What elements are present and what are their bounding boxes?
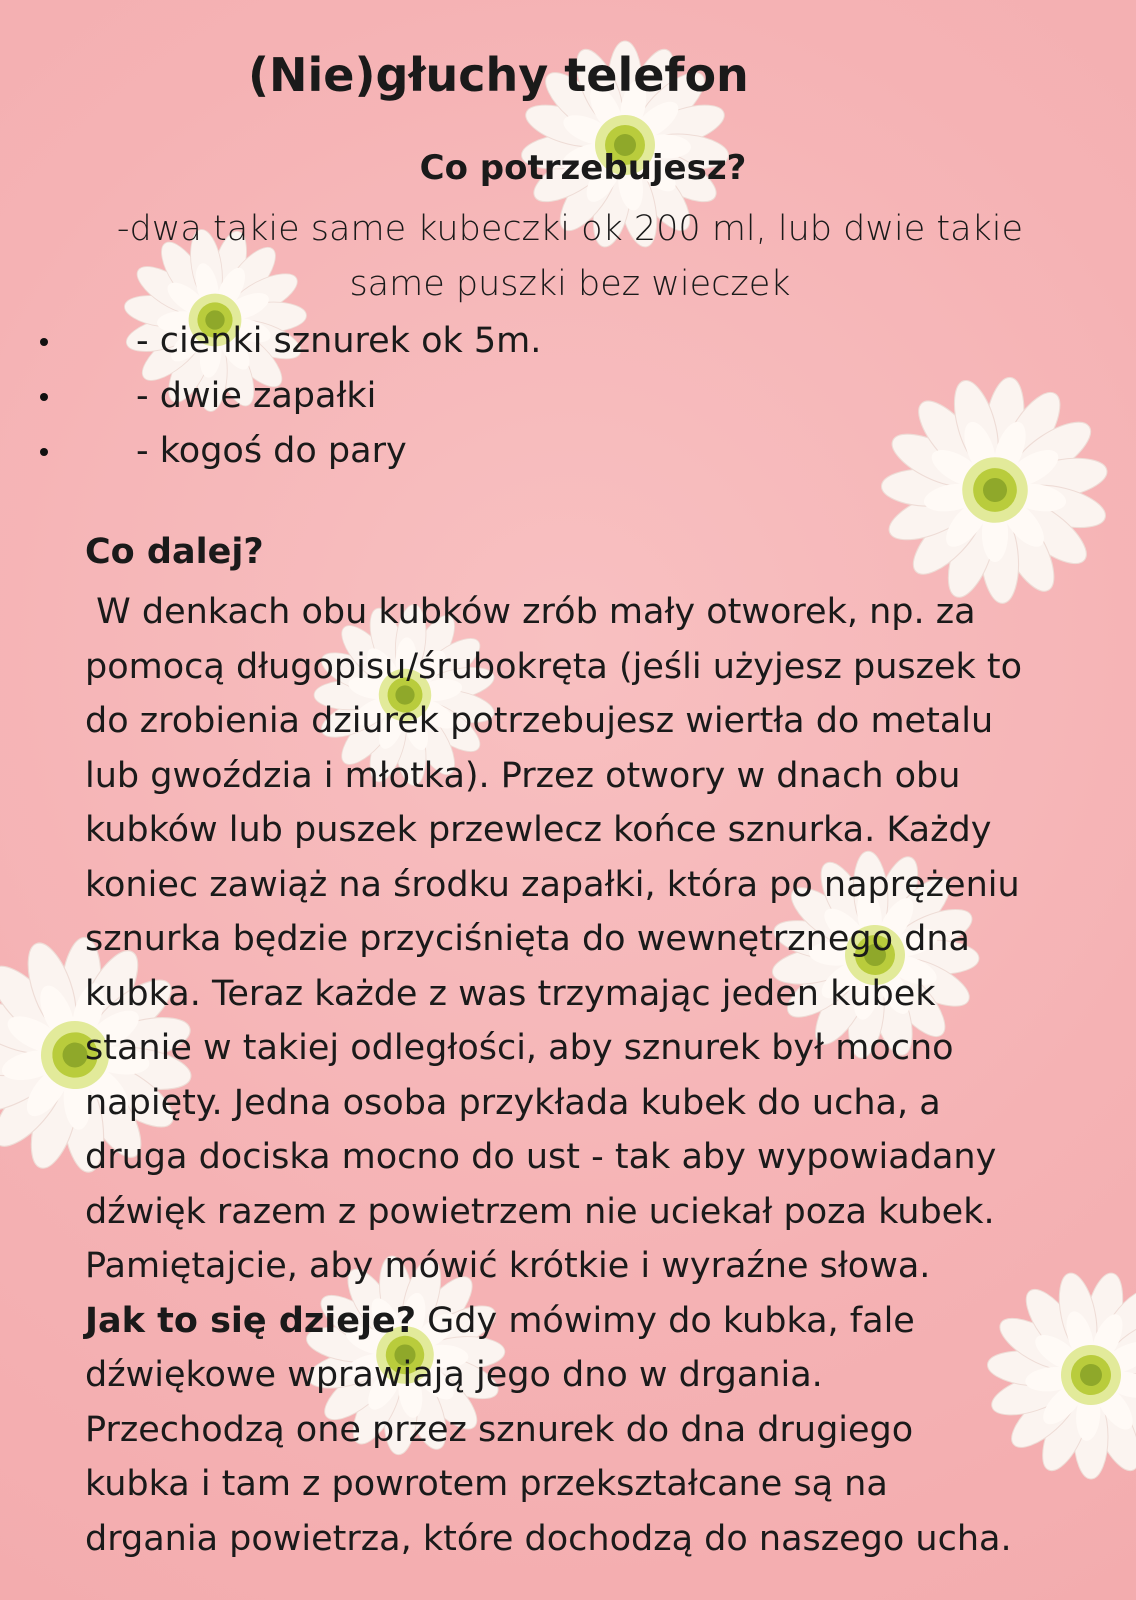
page-title: (Nie)głuchy telefon bbox=[248, 48, 749, 102]
explanation-first-line bbox=[85, 1294, 1055, 1349]
text-line: Pamiętajcie, aby mówić krótkie i wyraźne słowa. bbox=[85, 1246, 931, 1286]
text-line: Gdy mówimy do kubka, fale bbox=[416, 1300, 915, 1341]
bullet-icon bbox=[40, 393, 48, 401]
needs-heading: Co potrzebujesz? bbox=[419, 148, 747, 188]
text-line: do zrobienia dziurek potrzebujesz wiertła do metalu bbox=[85, 701, 994, 741]
list-item-text: - cienki sznurek ok 5m. bbox=[136, 321, 542, 361]
needs-intro-line: -dwa takie same kubeczki ok 200 ml, lub dwie takie bbox=[116, 209, 1024, 249]
text-line: dźwięk razem z powietrzem nie uciekał poza kubek. bbox=[85, 1191, 995, 1232]
text-line: Przechodzą one przez sznurek do dna drugiego bbox=[85, 1409, 914, 1450]
how-heading: Jak to się dzieje? bbox=[85, 1300, 417, 1341]
next-heading: Co dalej? bbox=[85, 532, 264, 572]
text-line: stanie w takiej odległości, aby sznurek był mocno bbox=[85, 1028, 954, 1068]
list-item-text: - kogoś do pary bbox=[136, 431, 407, 471]
text-line: kubka. Teraz każde z was trzymając jeden kubek bbox=[85, 973, 936, 1014]
text-line: drgania powietrza, które dochodzą do naszego ucha. bbox=[85, 1518, 1012, 1559]
needs-intro bbox=[90, 202, 1050, 312]
text-line: kubków lub puszek przewlecz końce sznurka. Każdy bbox=[85, 810, 992, 850]
text-line: lub gwoździa i młotka). Przez otwory w dnach obu bbox=[85, 755, 961, 796]
bullet-icon bbox=[40, 338, 48, 346]
text-line: koniec zawiąż na środku zapałki, która po naprężeniu bbox=[85, 864, 1020, 905]
instructions-paragraph bbox=[85, 585, 1055, 1566]
text-line: sznurka będzie przyciśnięta do wewnętrznego dna bbox=[85, 919, 970, 959]
text-line: kubka i tam z powrotem przekształcane są na bbox=[85, 1464, 888, 1504]
text-line: druga dociska mocno do ust - tak aby wypowiadany bbox=[85, 1137, 997, 1177]
needs-intro-line: same puszki bez wieczek bbox=[349, 264, 791, 304]
text-line: dźwiękowe wprawiają jego dno w drgania. bbox=[85, 1355, 823, 1395]
text-line: W denkach obu kubków zrób mały otworek, np. za bbox=[85, 592, 976, 632]
list-item-text: - dwie zapałki bbox=[136, 376, 377, 416]
text-line: napięty. Jedna osoba przykłada kubek do ucha, a bbox=[85, 1082, 941, 1123]
text-line: pomocą długopisu/śrubokręta (jeśli użyjesz puszek to bbox=[85, 646, 1023, 687]
bullet-icon bbox=[40, 448, 48, 456]
